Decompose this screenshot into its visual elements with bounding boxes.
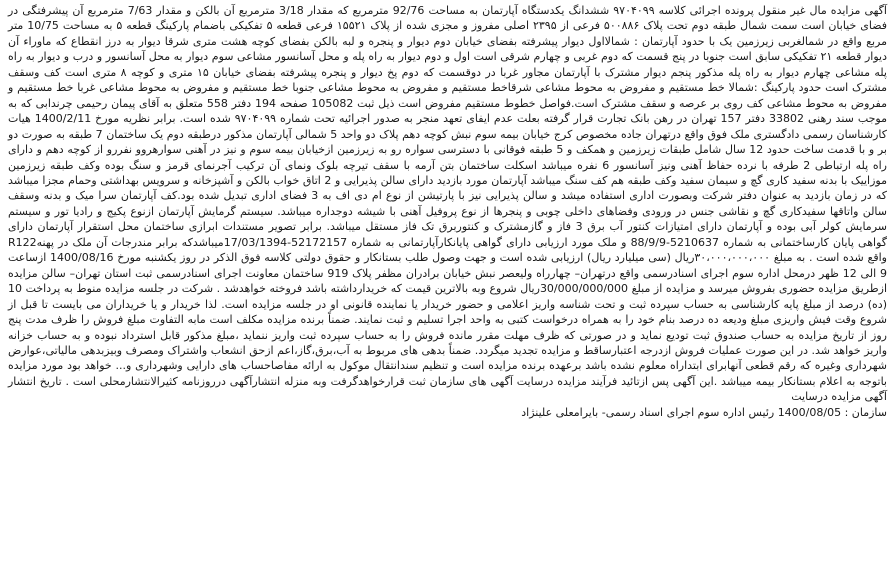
notice-signature: سازمان : 1400/08/05 رئیس اداره سوم اجرای اسناد رسمی- بایرامعلی علینژاد xyxy=(521,405,887,419)
notice-body: آگهی مزایده مال غیر منقول پرونده اجرائی کلاسه ۹۷۰۴۰۹۹ ششدانگ یکدستگاه آپارتمان به مساحت 92/76 مترمربع که مقدار 3/18 مترمربع آن بالکن و مقدار 7/63 مترمربع آن پیشرفتگی در فضای خیابان است سمت شمال طبقه دوم تحت پلاک ۵۰۰۸۸۶ فرعی از ۲۳۹۵ اصلی مفروز و مجزی شده از پلاک ۱۵۵۲۱ فرعی قطعه ۵ تفکیکی باضمام پارکینگ قطعه ۵ به مساحت 10/75 متر مربع واقع در شمالغربی زیرزمین یک با حدود آپارتمان : شمالااول دیوار پیشرفته بفضای خیابان دوم دیوار و پنجره و لبه بالکن بفضای کوچه هشت متری شرقا دیوار به درز انقطاع که ماوراء آن دیوار قطعه ۲۱ تفکیکی سابق است جنوبا در پنج قسمت که دوم غربی و چهارم شرقی است اول و دوم دیوار به راه پله و محل آسانسور مشاعی سوم دیوار به محل آسانسور و درب و دیوار به راه پله مشاعی چهارم دیوار به راه پله مذکور پنجم دیوار مشترک با آپارتمان مجاور غربا در دوقسمت که دوم پخ دیوار و پنجره پیشرفته بفضای خیابان ۱۵ متری و کوچه ۸ متری است کف وسقف مشترک است حدود پارکینگ :شمالا خط مستقیم و مفروض به محوط مشاعی شرقاخط مستقیم و مفروض به محوط مشاعی جنوبا خط مستقیم و مفروض به محوط مشاعی غربا خط مستقیم و مفروض به محوط مشاعی کف روی بر عرصه و سقف مشترک است.فواصل خطوط مستقیم مفروض است ذیل ثبت 105082 صفحه 194 دفتر 558 متعلق به آقای پیمان رحیمی چرندابی که به موجب سند رهنی 33802 دفتر 157 تهران در رهن بانک تجارت قرار گرفته بعلت عدم ایفای تعهد منجر به صدور اجرائیه تحت شماره ۹۷۰۴۰۹۹ شده است. برابر نظریه مورخ 1400/2/11 هیات کارشناسان رسمی دادگستری ملک فوق واقع درتهران جاده مخصوص کرج خیابان بیمه سوم نبش کوچه دهم پلاک دو واحد 5 شمالی آپارتمان مذکور درطبقه دوم یک ساختمان 7 طبقه به صورت دو بر و با قدمت ساخت حدود 12 سال شامل طبقات زیرزمین و همکف و 5 طبقه فوقانی با دسترسی سواره رو به زیرزمین ازخیابان بیمه سوم و نیز در آهنی سوارهروو نفررو از کوچه دهم و دارای راه پله ارتباطی 2 طرفه با نرده حفاظ آهنی ونیز آسانسور 6 نفره میباشد اسکلت ساختمان بتن آرمه با سقف تیرچه بلوک ونمای آن ترکیب آجرنمای قرمز و سنگ بوده وکف طبقه زیرزمین موزاییک با بدنه سفید کاری گچ و سیمان سفید وکف طبقه هم کف سنگ میباشد آپارتمان مورد بازدید دارای سالن پذیرایی و 2 اتاق خواب بالکن و آشپزخانه و سرویس بهداشتی وحمام مجزا میباشد که در زمان بازدید به عنوان دفتر شرکت وبصورت اداری استفاده میشد و سالن پذیرایی نیز با پارتیشن از نوع ام دی اف به 3 فضای اداری تبدیل شده بود.کف آپارتمان سرا میک و بدنه وسقف سالن واتاقها سفیدکاری گچ و نقاشی جنس در ورودی وفضاهای داخلی چوبی و پنجرها از نوع پروفیل آهنی با شیشه دوجداره میباشد. سیستم گرمایش آپارتمان ازنوع پکیج و رادیا تور و سیستم سرمایش کولر آبی بوده و آپارتمان دارای امتیازات کنتور آب برق 3 فاز و گازمشترک و کنتوربرق تک فاز مستقل میباشد. برابر تصویر مستندات ابرازی ساختمان محل استقرار آپارتمان دارای گواهی پایان کارساختمانی به شماره 5210637-88/9/9 و ملک مورد ارزیابی دارای گواهی پایانکارآپارتمانی به شماره 52172157-17/03/1394میباشدکه برابر مندرجات آن ملک در پهنهR122 واقع شده است . به مبلغ ۳۰،۰۰۰،۰۰۰،۰۰۰ریال (سی میلیارد ریال) ارزیابی شده است و جهت وصول طلب بستانکار و حقوق دولتی کلاسه فوق الذکر در روز یکشنبه مورخ 1400/08/16 ازساعت 9 الی 12 ظهر درمحل اداره سوم اجرای اسنادرسمی واقع درتهران– چهارراه ولیعصر نبش خیابان برادران مظفر پلاک 919 ساختمان معاونت اجرای اسنادرسمی ثبت استان تهران– سالن مزایده ازطریق مزایده حضوری بفروش میرسد و مزایده از مبلغ 30/000/000/000ریال شروع وبه بالاترین قیمت که خریدارداشته باشد فروخته خواهدشد . شرکت در جلسه مزایده منوط به پرداخت 10 (ده) درصد از مبلغ پایه کارشناسی به حساب سپرده ثبت و تحت شناسه واریز اعلامی و حضور خریدار یا نماینده قانونی او در جلسه مزایده است. لذا خریدار و یا خریداران می بایست تا قبل از شروع وقت فیش واریزی مبلغ ودیعه ده درصد بنام خود را به همراه درخواست کتبی به واحد اجرا تسلیم و ثبت نمایند. ضمناً برنده مزایده مکلف است مابه التفاوت مبلغ فروش را ظرف مدت پنج روز از تاریخ مزایده به حساب صندوق ثبت تودیع نماید و در صورتی که ظرف مهلت مقرر مانده فروش را به حساب سپرده ثبت واریز ننماید ،مبلغ مذکور قابل استرداد نبوده و به حساب خزانه واریز خواهد شد. در این صورت عملیات فروش ازدرجه اعتبارساقط و مزایده تجدید میگردد. ضمناً بدهی های مربوط به آب،برق،گاز،اعم ازحق انشعاب واشتراک ومصرف وبیزبدهی مالیاتی،عوارض شهرداری وغیره که رقم قطعی آنهابرای ابتداراه معلوم نشده باشد برعهده برنده مزایده است و تنظیم سندانتقال موکول به ارائه مفاصاحساب های دارایی وشهرداری و... خواهد بود مورد مزایده باتوجه به اعلام بستانکار بیمه میباشد .این آگهی پس ازتائید فرآیند مزایده درسایت آگهی های سازمان ثبت قرارخواهدگرفت وبه منزله انتشارآگهی درروزنامه کثیرالانتشارمحلی است . تاریخ انتشار آگهی مزایده درسایت xyxy=(8,4,888,404)
